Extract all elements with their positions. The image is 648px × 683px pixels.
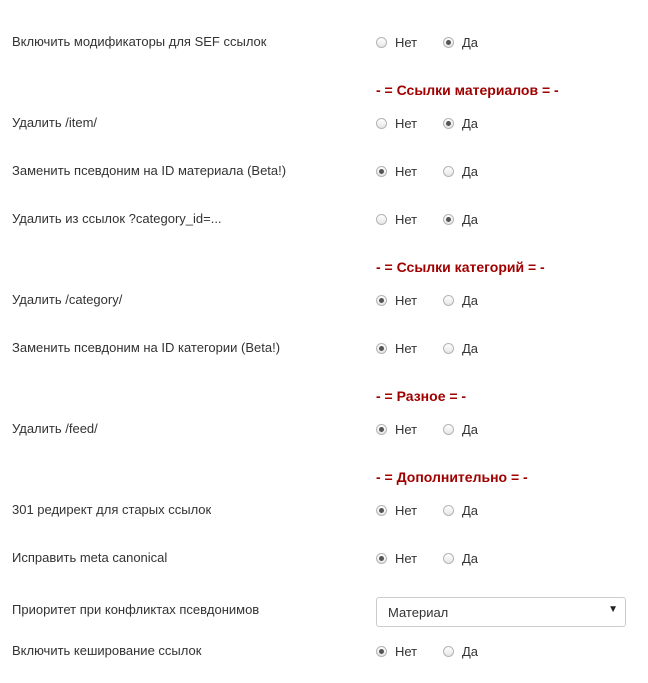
section-header-categories: - = Ссылки категорий = - bbox=[376, 259, 545, 275]
radio-no[interactable]: Нет bbox=[376, 546, 417, 570]
radio-yes[interactable]: Да bbox=[443, 288, 478, 312]
radio-circle[interactable] bbox=[376, 505, 387, 516]
select-value: Материал bbox=[388, 605, 449, 620]
setting-label: Исправить meta canonical bbox=[12, 550, 168, 565]
setting-row-sef-modifiers bbox=[0, 30, 648, 54]
radio-circle[interactable] bbox=[443, 37, 454, 48]
radio-yes[interactable]: Да bbox=[443, 639, 478, 663]
section-header-additional: - = Дополнительно = - bbox=[376, 469, 528, 485]
radio-circle[interactable] bbox=[443, 214, 454, 225]
radio-yes[interactable]: Да bbox=[443, 111, 478, 135]
radio-circle[interactable] bbox=[376, 166, 387, 177]
radio-yes[interactable]: Да bbox=[443, 498, 478, 522]
radio-circle[interactable] bbox=[443, 343, 454, 354]
radio-circle[interactable] bbox=[443, 646, 454, 657]
radio-circle[interactable] bbox=[376, 343, 387, 354]
setting-label: Удалить из ссылок ?category_id=... bbox=[12, 211, 222, 226]
radio-circle[interactable] bbox=[443, 118, 454, 129]
radio-no[interactable]: Нет bbox=[376, 207, 417, 231]
setting-label: Включить модификаторы для SEF ссылок bbox=[12, 34, 267, 49]
radio-circle[interactable] bbox=[443, 166, 454, 177]
radio-yes[interactable]: Да bbox=[443, 417, 478, 441]
radio-circle[interactable] bbox=[376, 295, 387, 306]
setting-row-remove-feed bbox=[0, 417, 648, 441]
radio-no[interactable]: Нет bbox=[376, 498, 417, 522]
section-header-misc: - = Разное = - bbox=[376, 388, 467, 404]
radio-circle[interactable] bbox=[376, 646, 387, 657]
radio-circle[interactable] bbox=[376, 214, 387, 225]
radio-yes[interactable]: Да bbox=[443, 159, 478, 183]
setting-label: Заменить псевдоним на ID категории (Beta!) bbox=[12, 340, 281, 355]
chevron-down-icon: ▼ bbox=[608, 604, 618, 615]
radio-circle[interactable] bbox=[376, 37, 387, 48]
radio-no[interactable]: Нет bbox=[376, 111, 417, 135]
radio-circle[interactable] bbox=[376, 118, 387, 129]
setting-row-item-id-alias bbox=[0, 159, 648, 183]
radio-circle[interactable] bbox=[376, 424, 387, 435]
setting-label: Включить кеширование ссылок bbox=[12, 643, 202, 658]
radio-circle[interactable] bbox=[443, 505, 454, 516]
radio-no[interactable]: Нет bbox=[376, 417, 417, 441]
radio-yes[interactable]: Да bbox=[443, 207, 478, 231]
setting-row-category-id-alias bbox=[0, 336, 648, 360]
setting-row-301-redirect bbox=[0, 498, 648, 522]
setting-row-remove-item bbox=[0, 111, 648, 135]
radio-no[interactable]: Нет bbox=[376, 639, 417, 663]
setting-label: Удалить /category/ bbox=[12, 292, 123, 307]
radio-circle[interactable] bbox=[443, 295, 454, 306]
radio-circle[interactable] bbox=[443, 553, 454, 564]
radio-no[interactable]: Нет bbox=[376, 30, 417, 54]
setting-label: 301 редирект для старых ссылок bbox=[12, 502, 212, 517]
setting-row-remove-category bbox=[0, 288, 648, 312]
radio-circle[interactable] bbox=[443, 424, 454, 435]
radio-no[interactable]: Нет bbox=[376, 159, 417, 183]
conflict-priority-select[interactable] bbox=[376, 597, 626, 627]
setting-row-remove-category-id bbox=[0, 207, 648, 231]
radio-circle[interactable] bbox=[376, 553, 387, 564]
radio-yes[interactable]: Да bbox=[443, 546, 478, 570]
radio-no[interactable]: Нет bbox=[376, 288, 417, 312]
setting-row-meta-canonical bbox=[0, 546, 648, 570]
radio-no[interactable]: Нет bbox=[376, 336, 417, 360]
setting-row-link-caching bbox=[0, 639, 648, 663]
section-header-items: - = Ссылки материалов = - bbox=[376, 82, 559, 98]
setting-label: Заменить псевдоним на ID материала (Beta!) bbox=[12, 163, 287, 178]
setting-label: Приоритет при конфликтах псевдонимов bbox=[12, 602, 260, 617]
radio-yes[interactable]: Да bbox=[443, 30, 478, 54]
radio-yes[interactable]: Да bbox=[443, 336, 478, 360]
setting-label: Удалить /item/ bbox=[12, 115, 98, 130]
setting-label: Удалить /feed/ bbox=[12, 421, 98, 436]
